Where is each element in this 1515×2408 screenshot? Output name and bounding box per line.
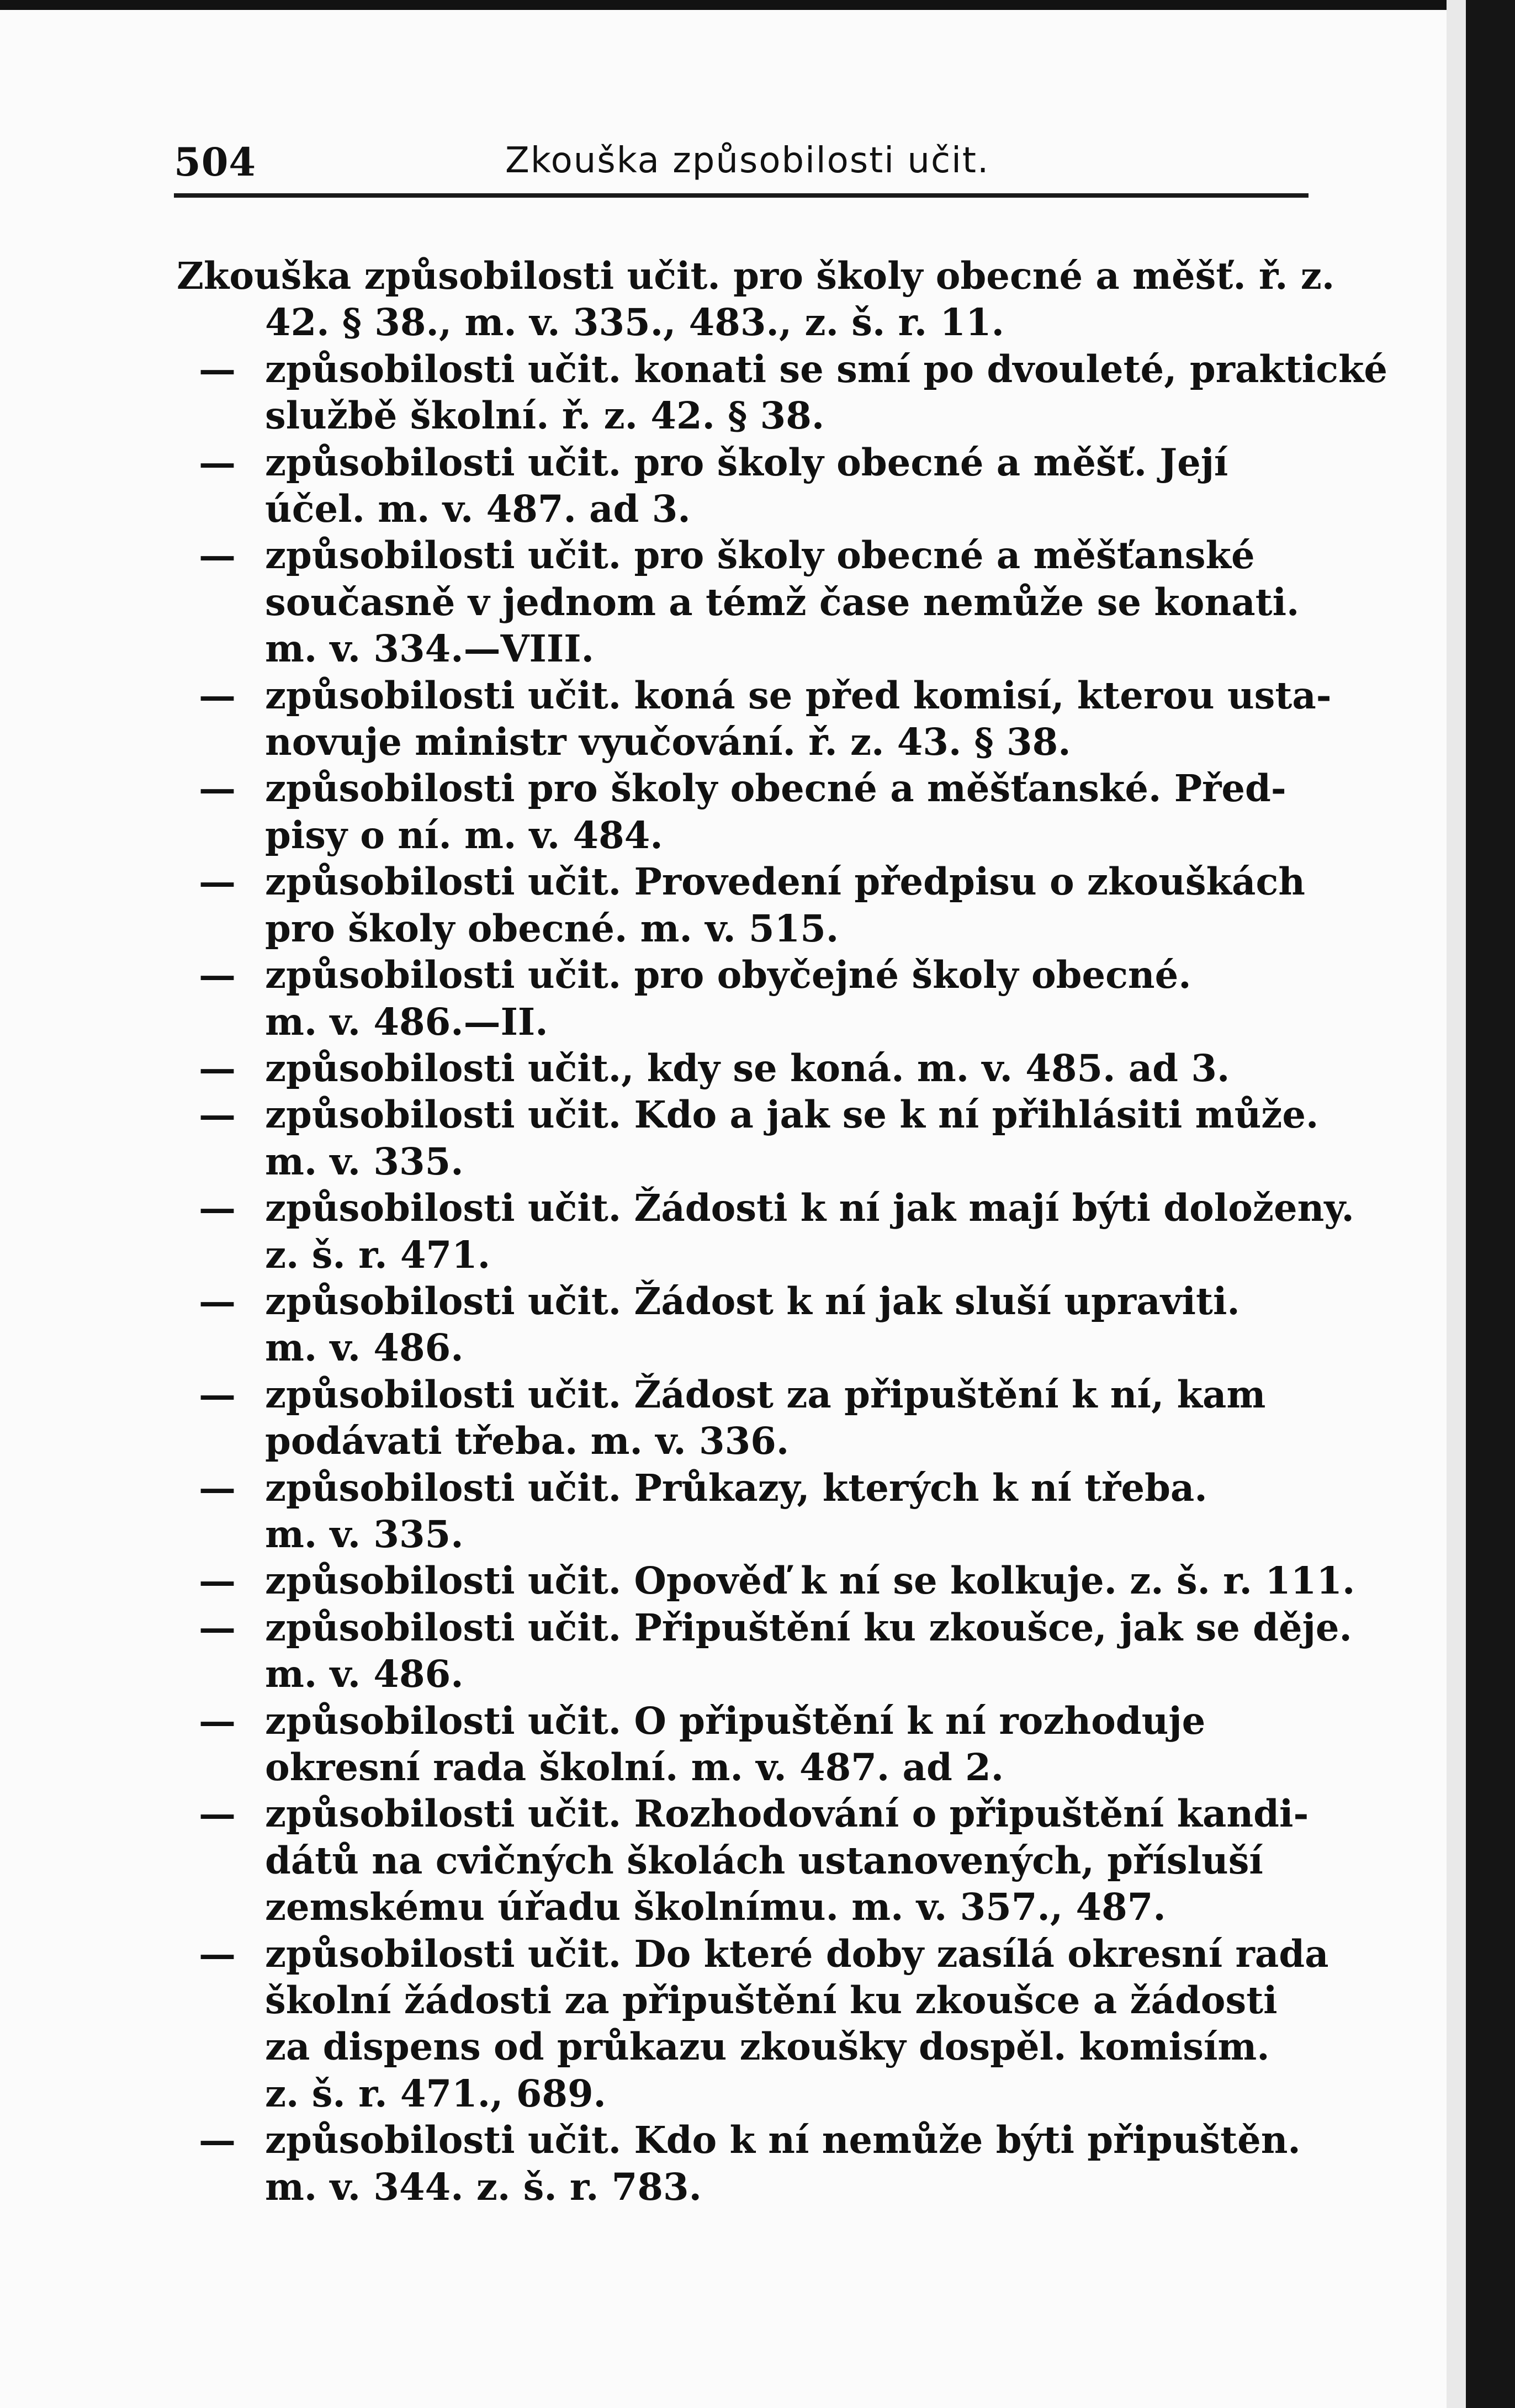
- index-entry: [177, 532, 1325, 672]
- scan-border-right: [1466, 0, 1515, 2408]
- index-entry: [177, 1092, 1325, 1185]
- index-entry: [177, 2117, 1325, 2210]
- entry-line: způsobilosti učit. pro školy obecné a měšťanské: [265, 533, 1255, 578]
- scan-border-gutter: [1447, 0, 1466, 2408]
- entry-line: způsobilosti učit. Rozhodování o připuštění kandi-: [265, 1792, 1309, 1836]
- entry-line: způsobilosti učit. koná se před komisí, kterou usta-: [265, 673, 1332, 717]
- entry-line: pro školy obecné. m. v. 515.: [265, 906, 839, 950]
- entry-line: způsobilosti učit. Kdo k ní nemůže býti připuštěn.: [265, 2118, 1301, 2162]
- entry-line: podávati třeba. m. v. 336.: [265, 1419, 790, 1463]
- index-entry: [177, 1605, 1352, 1698]
- index-entry: [177, 1185, 1354, 1278]
- header-rule: [174, 193, 1309, 198]
- entry-line: způsobilosti učit. Připuštění ku zkoušce, jak se děje.: [265, 1605, 1352, 1649]
- index-entry: [177, 1558, 1355, 1604]
- entry-line: m. v. 486.—II.: [265, 999, 548, 1044]
- entry-line: současně v jednom a témž čase nemůže se konati.: [265, 580, 1300, 624]
- entry-line: m. v. 344. z. š. r. 783.: [265, 2164, 702, 2209]
- entry-dash: —: [199, 1093, 236, 1137]
- entry-dash: —: [199, 347, 236, 391]
- entry-dash: —: [199, 440, 236, 484]
- entry-line: m. v. 335.: [265, 1139, 464, 1183]
- entry-line: zemskému úřadu školnímu. m. v. 357., 487.: [265, 1885, 1166, 1929]
- entry-line: způsobilosti učit. Průkazy, kterých k ní třeba.: [265, 1465, 1207, 1510]
- scan-border-top: [0, 0, 1515, 10]
- entry-line: způsobilosti učit. Provedení předpisu o zkouškách: [265, 860, 1305, 904]
- index-entry: [177, 1791, 1325, 1930]
- entry-line: m. v. 486.: [265, 1652, 464, 1696]
- entry-line: způsobilosti učit. Kdo a jak se k ní přihlásiti může.: [265, 1093, 1319, 1137]
- index-entry: [177, 346, 1388, 440]
- index-entries: [177, 253, 1388, 2210]
- entry-dash: —: [199, 673, 236, 717]
- index-entry: [177, 1372, 1325, 1465]
- index-entry: [177, 1278, 1325, 1372]
- index-entry: [177, 440, 1325, 533]
- entry-line: m. v. 334.—VIII.: [265, 627, 594, 671]
- entry-line: způsobilosti učit. Žádost za připuštění k ní, kam: [265, 1372, 1266, 1416]
- entry-line: 42. § 38., m. v. 335., 483., z. š. r. 11.: [265, 300, 1004, 345]
- entry-line: způsobilosti učit. konati se smí po dvouleté, praktické: [265, 347, 1388, 391]
- page-number: 504: [174, 139, 257, 185]
- entry-dash: —: [199, 1792, 236, 1836]
- entry-dash: —: [199, 1279, 236, 1323]
- entry-line: účel. m. v. 487. ad 3.: [265, 487, 691, 531]
- entry-line: způsobilosti učit. pro školy obecné a měšť. Její: [265, 440, 1228, 484]
- entry-line: novuje ministr vyučování. ř. z. 43. § 38.: [265, 720, 1071, 764]
- entry-dash: —: [199, 1372, 236, 1416]
- page-header: [174, 126, 1309, 192]
- entry-dash: —: [199, 766, 236, 811]
- entry-line: z. š. r. 471.: [265, 1232, 491, 1277]
- index-entry: [177, 765, 1325, 859]
- entry-dash: —: [199, 860, 236, 904]
- entry-line: okresní rada školní. m. v. 487. ad 2.: [265, 1745, 1004, 1789]
- entry-dash: —: [199, 1605, 236, 1649]
- entry-line: m. v. 486.: [265, 1326, 464, 1370]
- entry-dash: —: [199, 2118, 236, 2162]
- index-entry: [177, 673, 1332, 766]
- index-entry: [177, 1698, 1325, 1791]
- entry-dash: —: [199, 1559, 236, 1603]
- entry-line: službě školní. ř. z. 42. § 38.: [265, 394, 825, 438]
- entry-dash: —: [199, 1931, 236, 1976]
- index-entry: [177, 1465, 1325, 1558]
- entry-line: za dispens od průkazu zkoušky dospěl. komisím.: [265, 2025, 1270, 2069]
- index-entry: [177, 1045, 1325, 1092]
- entry-line: způsobilosti učit. Žádosti k ní jak mají býti doloženy.: [265, 1186, 1354, 1230]
- entry-dash: —: [199, 1698, 236, 1743]
- entry-dash: —: [199, 1046, 236, 1090]
- index-entry: [177, 952, 1325, 1045]
- entry-dash: —: [199, 533, 236, 578]
- entry-line: m. v. 335.: [265, 1512, 464, 1556]
- entry-line: způsobilosti učit. O připuštění k ní rozhoduje: [265, 1698, 1206, 1743]
- entry-dash: —: [199, 953, 236, 997]
- index-entry: [177, 1931, 1329, 2118]
- entry-line: způsobilosti učit. Žádost k ní jak sluší upraviti.: [265, 1279, 1240, 1323]
- entry-line: způsobilosti pro školy obecné a měšťanské. Před-: [265, 766, 1286, 811]
- entry-line: školní žádosti za připuštění ku zkoušce a žádosti: [265, 1978, 1278, 2023]
- entry-dash: —: [199, 1186, 236, 1230]
- running-title: Zkouška způsobilosti učit.: [505, 140, 990, 181]
- entry-line: způsobilosti učit., kdy se koná. m. v. 485. ad 3.: [265, 1046, 1230, 1090]
- entry-dash: —: [199, 1465, 236, 1510]
- book-page: [0, 10, 1447, 2408]
- entry-line: způsobilosti učit. pro obyčejné školy obecné.: [265, 953, 1191, 997]
- entry-line: způsobilosti učit. Opověď k ní se kolkuje. z. š. r. 111.: [265, 1559, 1355, 1603]
- entry-line: z. š. r. 471., 689.: [265, 2071, 606, 2115]
- index-entry: [177, 253, 1335, 346]
- entry-line: dátů na cvičných školách ustanovených, přísluší: [265, 1838, 1263, 1882]
- index-entry: [177, 859, 1325, 952]
- entry-line: pisy o ní. m. v. 484.: [265, 813, 663, 857]
- entry-line: způsobilosti učit. Do které doby zasílá okresní rada: [265, 1931, 1329, 1976]
- entry-line: Zkouška způsobilosti učit. pro školy obecné a měšť. ř. z.: [177, 254, 1335, 298]
